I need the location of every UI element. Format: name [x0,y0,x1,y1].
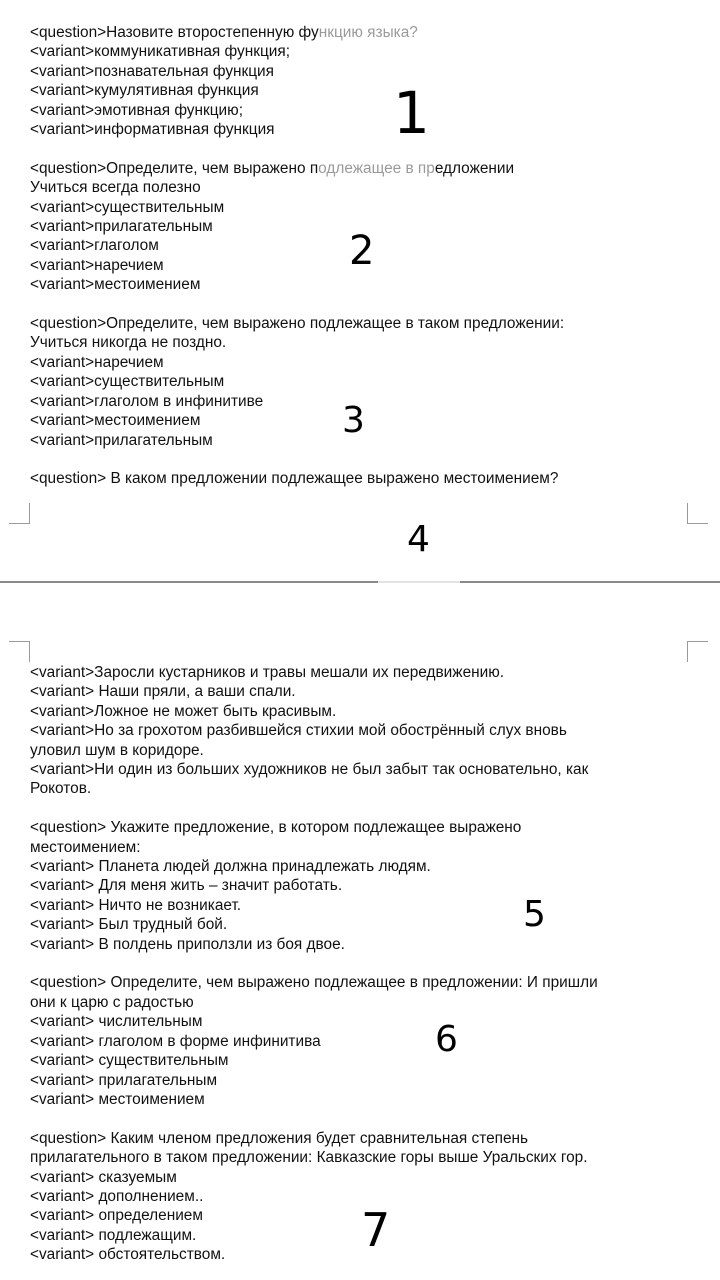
question-6-line: <question> Определите, чем выражено подлежащее в предложении: И пришли [30,974,598,992]
page-corner-mark [687,503,708,524]
variant-line: <variant> числительным [30,1013,203,1031]
blank-line [30,1109,687,1128]
variant-line: <variant> Ничто не возникает. [30,896,242,914]
variant-line: <variant> существительным [30,1052,229,1070]
variant-line: <variant>Заросли кустарников и травы мешали их передвижению. [30,664,505,681]
variant-line: <variant>глаголом в инфинитиве [30,392,264,410]
variant-line: <variant>Но за грохотом разбившейся стихии мой обострённый слух вновь [30,722,567,740]
variant-line: <variant> обстоятельством. [30,1246,226,1264]
variant-line: <variant> подлежащим. [30,1226,197,1244]
variant-line: <variant>местоимением [30,412,201,430]
blank-line [30,954,687,973]
question-1-line: <question>Назовите второстепенную функцию языка? [30,24,418,41]
variant-line: <variant>наречием [30,353,164,371]
variant-line: <variant>местоимением [30,276,201,294]
annotation-number-7: 7 [361,1203,391,1257]
page-corner-mark [9,641,30,662]
annotation-number-4: 4 [407,519,430,560]
document-page-1 [0,0,720,582]
variant-line: <variant>информативная функция [30,121,275,139]
variant-line: <variant> Планета людей должна принадлежать людям. [30,858,431,876]
variant-line: <variant>прилагательным [30,431,213,449]
question-3-line: <question>Определите, чем выражено подлежащее в таком предложении: [30,315,565,333]
text-line: Учиться всегда полезно [30,179,201,197]
annotation-number-5: 5 [523,894,546,935]
annotation-number-2: 2 [349,228,375,274]
variant-line: <variant>прилагательным [30,218,213,236]
page-corner-mark [687,641,708,662]
question-5-line: <question> Укажите предложение, в котором подлежащее выражено [30,819,522,837]
variant-line: <variant>Ни один из больших художников не был забыт так основательно, как [30,761,589,779]
variant-line: <variant>познавательная функция [30,62,274,80]
variant-line: <variant>существительным [30,198,225,216]
variant-line: <variant> прилагательным [30,1071,218,1089]
variant-line: <variant> глаголом в форме инфинитива [30,1032,321,1050]
question-2-line: <question>Определите, чем выражено подлежащее в предложении [30,159,515,177]
variant-line: <variant>коммуникативная функция; [30,43,290,61]
text-line: уловил шум в коридоре. [30,741,204,759]
page-corner-mark [9,503,30,524]
blank-line [30,139,687,158]
blank-line [30,799,687,818]
text-line: они к царю с радостью [30,993,194,1011]
variant-line: <variant> дополнением.. [30,1187,204,1205]
text-line: Рокотов. [30,780,92,798]
variant-line: <variant> Был трудный бой. [30,916,228,934]
variant-line: <variant> определением [30,1207,203,1225]
variant-line: <variant>наречием [30,256,164,274]
blank-line [30,450,687,469]
variant-line: <variant>существительным [30,373,225,391]
text-line: прилагательного в таком предложении: Кавказские горы выше Уральских гор. [30,1149,588,1167]
annotation-number-3: 3 [342,400,365,441]
variant-line: <variant> Для меня жить – значит работать. [30,877,343,895]
blank-line [30,295,687,314]
variant-line: <variant> Наши пряли, а ваши спали. [30,683,296,701]
page-2-text [30,663,687,1265]
variant-line: <variant>Ложное не может быть красивым. [30,702,337,720]
variant-line: <variant>кумулятивная функция [30,82,259,100]
annotation-number-6: 6 [435,1019,458,1060]
annotation-number-1: 1 [393,79,430,147]
variant-line: <variant> сказуемым [30,1168,177,1186]
variant-line: <variant> местоимением [30,1090,205,1108]
question-4-line: <question> В каком предложении подлежащее выражено местоимением? [30,470,559,488]
variant-line: <variant>эмотивная функцию; [30,101,243,119]
text-line: местоимением: [30,838,141,856]
variant-line: <variant> В полдень приползли из боя двое. [30,935,345,953]
variant-line: <variant>глаголом [30,237,159,255]
document-page-2 [0,583,720,1280]
question-7-line: <question> Каким членом предложения будет сравнительная степень [30,1129,529,1147]
text-line: Учиться никогда не поздно. [30,334,227,352]
